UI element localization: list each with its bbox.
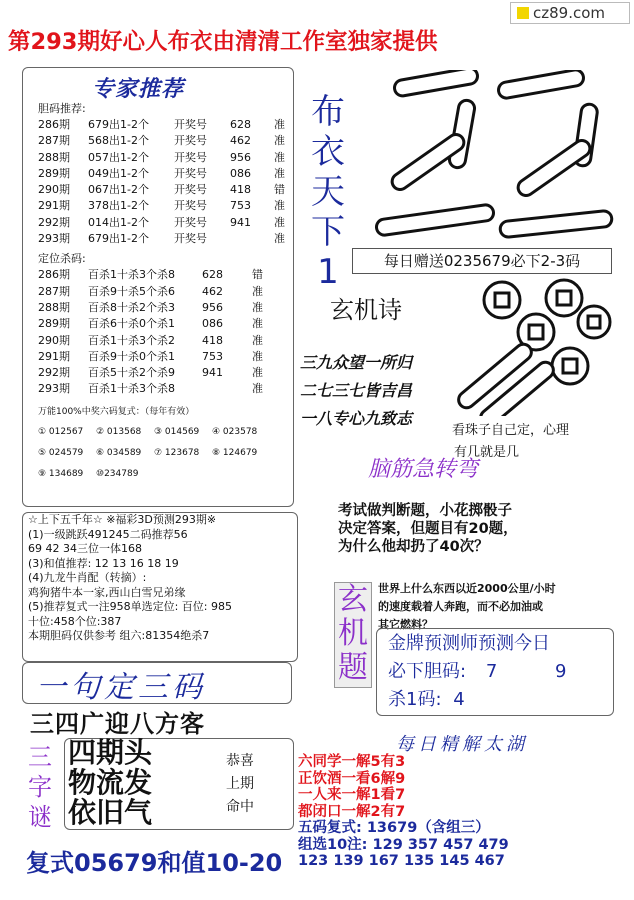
kill-row xyxy=(38,349,285,365)
dan-cell-result: 错 xyxy=(274,183,285,197)
dan-cell-pick: 679出1-2个 xyxy=(88,118,149,131)
dan-cell-issue: 287期 xyxy=(38,134,70,148)
gold-line-2 xyxy=(388,658,566,686)
kill-cell-pick: 百杀1十杀3个杀2 xyxy=(88,333,175,347)
xuanji-vertical-char: 题 xyxy=(338,650,368,685)
three-word-riddle-label xyxy=(28,742,64,832)
kill-cell-issue: 289期 xyxy=(38,317,70,331)
kill-cell-pick: 百杀1十杀3个杀8 xyxy=(88,382,175,396)
kill-row xyxy=(38,333,285,349)
gold-line-3-value: 4 xyxy=(453,689,465,710)
kill-cell-result: 准 xyxy=(252,284,263,298)
brain-teaser-line: 为什么他却扔了40次？ xyxy=(338,539,489,555)
kill-cell-issue: 286期 xyxy=(38,268,70,282)
kill-cell-issue: 292期 xyxy=(38,366,70,380)
dan-cell-issue: 291期 xyxy=(38,199,70,213)
dan-table xyxy=(38,117,285,247)
solution-line: 组选10注: 129 357 457 479 xyxy=(298,836,509,853)
slogan-title: 一句定三码 xyxy=(36,670,206,705)
dan-cell-result: 准 xyxy=(274,150,285,164)
kill-cell-num: 418 xyxy=(202,333,223,347)
kill-row xyxy=(38,316,285,332)
xuanji-title: 玄机诗 xyxy=(330,296,402,324)
xuanji-vertical-char: 玄 xyxy=(338,582,368,617)
three-word-char: 谜 xyxy=(28,803,52,831)
watermark-text: cz89.com xyxy=(533,4,606,22)
solution-lines xyxy=(298,754,509,870)
combo-item: ⑧ 124679 xyxy=(212,447,258,458)
buyi-char: 布 xyxy=(311,92,345,132)
dan-row xyxy=(38,133,285,149)
dan-cell-result: 准 xyxy=(274,134,285,148)
dan-cell-pick: 679出1-2个 xyxy=(88,232,149,246)
dan-cell-word: 开奖号 xyxy=(174,215,207,229)
dan-row xyxy=(38,182,285,198)
watermark xyxy=(510,2,630,24)
kill-table xyxy=(38,267,285,397)
dan-row xyxy=(38,166,285,182)
gold-line-2-value-a: 7 xyxy=(485,661,498,682)
dan-cell-pick: 049出1-2个 xyxy=(88,166,149,180)
solution-line: 正饮酒一看6解9 xyxy=(298,770,406,787)
expert-heading: 专家推荐 xyxy=(92,77,185,102)
dan-cell-issue: 293期 xyxy=(38,232,70,246)
forecast-line: (5)推荐复式一注958单选定位: 百位: 985 xyxy=(28,600,232,613)
buyi-char: 1 xyxy=(317,252,339,292)
gold-line-2-label: 必下胆码: xyxy=(388,661,467,682)
kill-cell-pick: 百杀9十杀5个杀6 xyxy=(88,284,175,298)
solution-line: 五码复式: 13679（含组三） xyxy=(298,820,490,836)
coin-caption-line-2: 有几就是几 xyxy=(454,445,520,460)
coin-caption-line-1: 看珠子自己定，心理 xyxy=(452,423,570,438)
dan-cell-num: 941 xyxy=(230,215,251,229)
expert-content xyxy=(38,100,285,483)
dan-cell-pick: 378出1-2个 xyxy=(88,199,149,213)
dan-cell-word: 开奖号 xyxy=(174,150,207,164)
kill-cell-result: 准 xyxy=(252,317,263,331)
poem-line: 二七三七皆吉昌 xyxy=(300,381,413,400)
xuanji-vertical-char: 机 xyxy=(338,616,368,651)
kill-cell-result: 准 xyxy=(252,349,263,363)
dan-cell-word: 开奖号 xyxy=(174,118,207,131)
combo-item: ④ 023578 xyxy=(212,426,258,437)
dan-row xyxy=(38,198,285,214)
forecast-line: ☆上下五千年☆ ※福彩3D预测293期※ xyxy=(28,513,217,526)
solution-line: 都闭口一解2有7 xyxy=(298,803,406,820)
combo-item: ② 013568 xyxy=(96,426,142,437)
kill-cell-result: 错 xyxy=(252,268,263,282)
dan-cell-num: 086 xyxy=(230,166,251,180)
kill-cell-num: 462 xyxy=(202,284,223,298)
brain-teaser-title: 脑筋急转弯 xyxy=(368,457,479,482)
dan-cell-result: 准 xyxy=(274,215,285,229)
dan-row xyxy=(38,215,285,231)
dan-cell-issue: 289期 xyxy=(38,166,70,180)
kill-cell-pick: 百杀1十杀3个杀8 xyxy=(88,268,175,282)
dan-cell-result: 准 xyxy=(274,118,285,131)
dan-cell-result: 准 xyxy=(274,199,285,213)
congrats-label xyxy=(226,750,254,819)
gold-line-3 xyxy=(388,686,566,714)
solution-line: 六同学一解5有3 xyxy=(298,754,406,770)
combo-item: ⑨ 134689 xyxy=(38,468,84,479)
combo-item: ⑦ 123678 xyxy=(154,447,200,458)
dan-cell-word: 开奖号 xyxy=(174,232,207,246)
combo-item: ③ 014569 xyxy=(154,426,200,437)
taihu-title: 每日精解太湖 xyxy=(396,734,528,755)
buyi-char: 下 xyxy=(311,212,345,252)
dan-cell-pick: 014出1-2个 xyxy=(88,215,149,229)
dan-label: 胆码推荐: xyxy=(38,102,86,115)
kill-cell-num: 941 xyxy=(202,366,223,380)
dan-cell-issue: 286期 xyxy=(38,118,70,131)
riddle-answer-line: 四期头 xyxy=(68,736,153,769)
forecast-line: (1)一级跳跃491245二码推荐56 xyxy=(28,527,188,541)
gold-line-2-value-b: 9 xyxy=(555,661,567,682)
buyi-char: 衣 xyxy=(311,132,345,172)
poem-lines xyxy=(300,350,412,434)
buyi-char: 天 xyxy=(311,172,345,212)
forecast-line: 本期胆码仅供参考 组六:81354绝杀7 xyxy=(28,629,210,642)
forecast-lines xyxy=(28,513,232,644)
page-title: 第293期好心人布衣由清清工作室独家提供 xyxy=(8,29,438,55)
forecast-line: (4)九龙牛肖配（转摘）: xyxy=(28,571,147,584)
dan-cell-num: 628 xyxy=(230,118,251,131)
kill-cell-pick: 百杀8十杀2个杀3 xyxy=(88,300,175,314)
kill-cell-issue: 290期 xyxy=(38,333,70,347)
dan-cell-issue: 290期 xyxy=(38,183,70,197)
kill-cell-num: 956 xyxy=(202,300,223,314)
dan-cell-num: 418 xyxy=(230,183,251,197)
dan-cell-result: 准 xyxy=(274,166,285,180)
kill-row xyxy=(38,267,285,283)
brain-teaser-text xyxy=(338,502,618,556)
solution-line: 123 139 167 135 145 467 xyxy=(298,853,505,869)
kill-cell-pick: 百杀6十杀0个杀1 xyxy=(88,317,175,331)
dan-cell-word: 开奖号 xyxy=(174,183,207,197)
dan-cell-word: 开奖号 xyxy=(174,199,207,213)
kill-row xyxy=(38,284,285,300)
kill-cell-num: 086 xyxy=(202,317,223,331)
kill-cell-result: 准 xyxy=(252,333,263,347)
gold-prediction xyxy=(388,630,566,714)
dan-cell-pick: 568出1-2个 xyxy=(88,134,149,148)
dan-cell-pick: 067出1-2个 xyxy=(88,183,149,197)
riddle-line: 的速度载着人奔跑，而不必加油或 xyxy=(378,600,543,613)
dan-row xyxy=(38,117,285,133)
riddle-line: 其它燃料？ xyxy=(378,618,433,631)
dan-cell-num: 753 xyxy=(230,199,251,213)
poem-line: 三九众望一所归 xyxy=(300,353,413,372)
dan-cell-issue: 292期 xyxy=(38,215,70,229)
combo-list xyxy=(38,420,278,483)
brain-teaser-line: 考试做判断题，小花掷骰子 xyxy=(338,503,512,519)
kill-cell-result: 准 xyxy=(252,300,263,314)
three-word-char: 三 xyxy=(28,743,52,771)
forecast-line: 69 42 34三位一体168 xyxy=(28,542,142,555)
kill-cell-issue: 287期 xyxy=(38,284,70,298)
dan-cell-word: 开奖号 xyxy=(174,134,207,148)
number-22-image xyxy=(372,70,622,250)
dan-cell-num: 462 xyxy=(230,134,251,148)
kill-cell-pick: 百杀9十杀0个杀1 xyxy=(88,349,175,363)
logo-square-icon xyxy=(517,7,529,19)
xuanji-vertical-label xyxy=(334,582,372,688)
three-word-char: 字 xyxy=(28,773,52,801)
kill-label: 定位杀码: xyxy=(38,252,86,266)
kill-row xyxy=(38,381,285,397)
combo-item: ⑩234789 xyxy=(96,468,139,479)
kill-row xyxy=(38,365,285,381)
dan-row xyxy=(38,150,285,166)
brain-teaser-line: 决定答案，但题目有20题， xyxy=(338,521,518,537)
combo-title: 万能100%中奖六码复式：（每年有效） xyxy=(38,406,195,417)
kill-cell-issue: 291期 xyxy=(38,349,70,363)
forecast-line: 鸡狗猪牛本一家,西山白雪兄弟缘 xyxy=(28,585,186,599)
riddle-answer-line: 依旧气 xyxy=(68,796,153,829)
dan-cell-word: 开奖号 xyxy=(174,166,207,180)
riddle-line: 世界上什么东西以近2000公里/小时 xyxy=(378,582,556,595)
kill-cell-issue: 293期 xyxy=(38,382,70,396)
dan-cell-issue: 288期 xyxy=(38,150,70,164)
poem-line: 一八专心九致志 xyxy=(300,409,413,428)
forecast-line: 十位:458个位:387 xyxy=(28,614,122,628)
congrats-line: 命中 xyxy=(226,799,254,815)
buyi-vertical xyxy=(308,92,348,292)
dan-cell-result: 准 xyxy=(274,232,285,246)
kill-cell-num: 628 xyxy=(202,268,223,282)
slogan-phrase: 三四广迎八方客 xyxy=(30,710,205,738)
combo-item: ① 012567 xyxy=(38,426,84,437)
gold-line-1: 金牌预测师预测今日 xyxy=(388,633,550,654)
daily-gift-banner: 每日赠送0235679必下2-3码 xyxy=(352,248,612,274)
congrats-line: 上期 xyxy=(226,776,254,792)
coins-image xyxy=(446,276,616,416)
riddle-answer xyxy=(68,738,152,828)
riddle-answer-line: 物流发 xyxy=(68,766,153,799)
kill-cell-result: 准 xyxy=(252,366,263,380)
riddle-text xyxy=(378,580,556,634)
dan-row xyxy=(38,231,285,247)
gold-line-3-label: 杀1码: xyxy=(388,689,442,710)
solution-line: 一人来一解1看7 xyxy=(298,787,406,803)
congrats-line: 恭喜 xyxy=(226,753,254,769)
combo-item: ⑥ 034589 xyxy=(96,447,142,458)
kill-cell-pick: 百杀5十杀2个杀9 xyxy=(88,366,175,380)
kill-row xyxy=(38,300,285,316)
dan-cell-num: 956 xyxy=(230,150,251,164)
kill-cell-issue: 288期 xyxy=(38,300,70,314)
kill-cell-num: 753 xyxy=(202,349,223,363)
compound-bet-line: 复式05679和值10-20 xyxy=(26,849,283,877)
combo-item: ⑤ 024579 xyxy=(38,447,84,458)
kill-cell-result: 准 xyxy=(252,382,263,396)
forecast-line: (3)和值推荐: 12 13 16 18 19 xyxy=(28,556,179,570)
dan-cell-pick: 057出1-2个 xyxy=(88,150,149,164)
